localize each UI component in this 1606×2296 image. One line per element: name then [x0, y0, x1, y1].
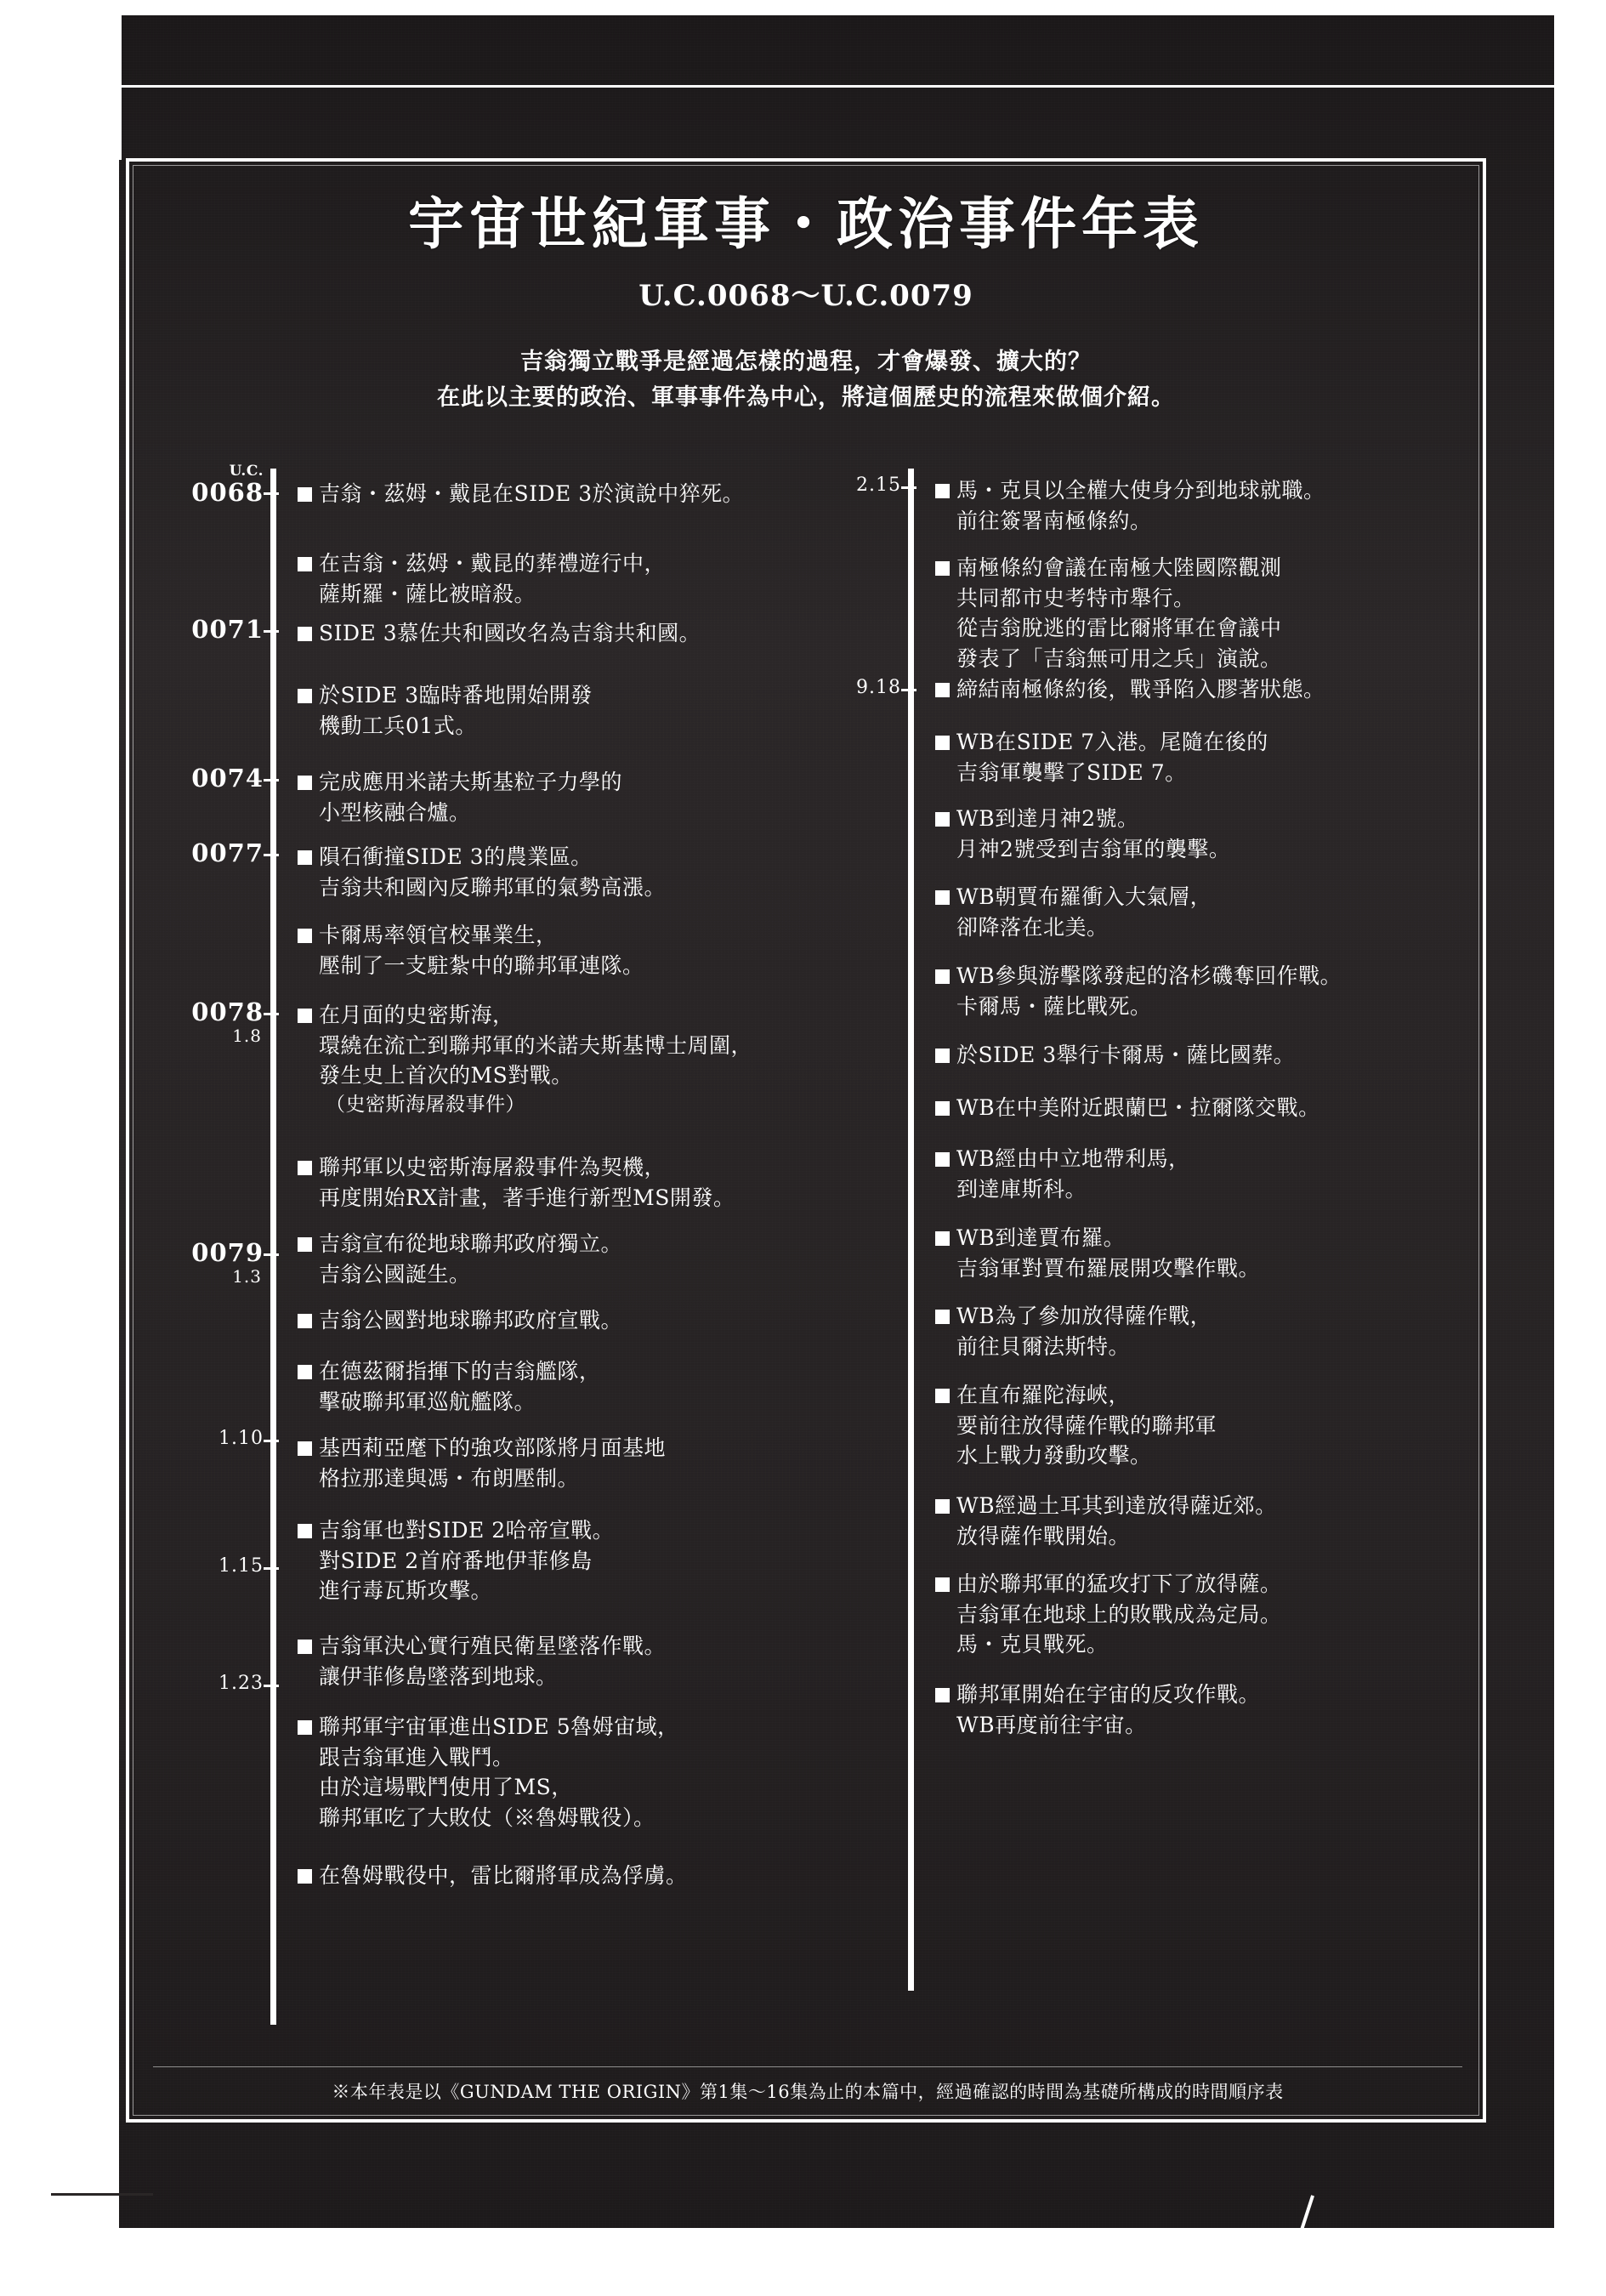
timeline-event [298, 680, 791, 741]
timeline-event [298, 1861, 791, 1891]
year-label-0071 [179, 617, 264, 644]
right-margin [1557, 0, 1606, 2296]
timeline-event [298, 1631, 791, 1691]
timeline-event [298, 920, 791, 980]
event-note: （史密斯海屠殺事件） [326, 1093, 525, 1116]
event-line: 進行毒瓦斯攻擊。 [319, 1578, 493, 1603]
timeline-event [298, 1712, 791, 1833]
timeline-axis-left [270, 469, 276, 2025]
page-intro-line-1: 吉翁獨立戰爭是經過怎樣的過程，才會爆發、擴大的？ [520, 349, 1092, 375]
event-line: 吉翁宣布從地球聯邦政府獨立。 [319, 1231, 623, 1256]
year-value: 0068 [191, 477, 264, 507]
event-line: 在吉翁・茲姆・戴昆的葬禮遊行中， [319, 551, 667, 576]
event-line: 從吉翁脫逃的雷比爾將軍在會議中 [956, 616, 1282, 640]
timeline-event [935, 1679, 1445, 1740]
bullet-square-icon [935, 969, 950, 984]
year-tick [264, 854, 279, 856]
timeline-event [935, 882, 1445, 942]
bullet-square-icon [298, 1524, 312, 1538]
timeline-event [935, 1144, 1445, 1204]
bullet-square-icon [298, 1161, 312, 1175]
event-line: 於SIDE 3舉行卡爾馬・薩比國葬。 [956, 1043, 1296, 1067]
timeline-event [935, 1093, 1445, 1123]
year-label-0074 [179, 765, 264, 793]
page-title: 宇宙世紀軍事・政治事件年表 [408, 190, 1204, 257]
timeline-event [935, 804, 1445, 864]
event-line: 要前往放得薩作戰的聯邦軍 [956, 1412, 1217, 1438]
event-line: 聯邦軍以史密斯海屠殺事件為契機， [319, 1155, 667, 1179]
event-line: 於SIDE 3臨時番地開始開發 [319, 683, 593, 708]
left-margin [0, 0, 119, 2296]
bullet-square-icon [298, 1869, 312, 1884]
event-line: 在魯姆戰役中，雷比爾將軍成為俘虜。 [319, 1863, 688, 1888]
event-line: 再度開始RX計畫，著手進行新型MS開發。 [319, 1185, 735, 1210]
bullet-square-icon [935, 1231, 950, 1246]
date-tick [901, 689, 916, 691]
timeline-event [298, 1152, 791, 1213]
event-line: 吉翁軍對賈布羅展開攻擊作戰。 [956, 1255, 1261, 1281]
footnote-text: ※本年表是以《GUNDAM THE ORIGIN》第1集～16集為止的本篇中，經過確認的時間為基礎所構成的時間順序表 [332, 2082, 1284, 2102]
event-line: 吉翁軍也對SIDE 2哈帝宣戰。 [319, 1518, 615, 1543]
event-line: WB經由中立地帶利馬， [956, 1146, 1190, 1171]
event-line: 吉翁公國誕生。 [319, 1261, 471, 1287]
timeline-column-right [833, 463, 1445, 2062]
year-label-0078 [179, 999, 264, 1045]
year-tick [264, 630, 279, 633]
event-line: 跟吉翁軍進入戰鬥。 [319, 1744, 514, 1770]
event-line: 讓伊菲修島墜落到地球。 [319, 1663, 558, 1689]
bullet-square-icon [935, 484, 950, 498]
timeline-event [298, 1515, 791, 1606]
bullet-square-icon [935, 736, 950, 750]
event-line: 吉翁軍在地球上的敗戰成為定局。 [956, 1601, 1282, 1627]
bullet-square-icon [935, 561, 950, 576]
event-line: 卻降落在北美。 [956, 914, 1109, 940]
event-line: 發表了「吉翁無可用之兵」演說。 [956, 645, 1282, 671]
timeline-event [935, 1301, 1445, 1361]
decorative-rule-horizontal [119, 85, 1557, 88]
date-tick [264, 1567, 279, 1570]
timeline-event [935, 553, 1445, 673]
event-line: 締結南極條約後，戰爭陷入膠著狀態。 [956, 677, 1325, 702]
year-sub-date: 1.3 [232, 1265, 262, 1287]
event-line: 環繞在流亡到聯邦軍的米諾夫斯基博士周圍， [319, 1032, 753, 1058]
event-line: 在月面的史密斯海， [319, 1003, 514, 1027]
year-label-0068 [179, 463, 264, 507]
event-line: 吉翁・茲姆・戴昆在SIDE 3於演說中猝死。 [319, 481, 745, 506]
event-line: 在德茲爾指揮下的吉翁艦隊， [319, 1359, 601, 1384]
event-line: 由於這場戰鬥使用了MS， [319, 1775, 573, 1799]
bullet-square-icon [298, 1237, 312, 1252]
event-line: 馬・克貝以全權大使身分到地球就職。 [956, 478, 1325, 503]
event-line: 前往貝爾法斯特。 [956, 1333, 1131, 1359]
date-label-1-23: 1.23 [218, 1673, 264, 1694]
event-line: 前往簽署南極條約。 [956, 508, 1152, 533]
timeline-event [935, 727, 1445, 787]
timeline-event [298, 479, 791, 509]
uc-prefix: U.C. [229, 463, 264, 480]
page-intro-line-2: 在此以主要的政治、軍事事件為中心，將這個歷史的流程來做個介紹。 [437, 384, 1175, 411]
bullet-square-icon [298, 1640, 312, 1654]
bullet-square-icon [298, 776, 312, 790]
event-line: 機動工兵01式。 [319, 713, 477, 738]
bullet-square-icon [935, 1049, 950, 1063]
timeline-columns [153, 463, 1467, 2062]
page-subtitle: U.C.0068～U.C.0079 [638, 279, 973, 313]
event-line: 完成應用米諾夫斯基粒子力學的 [319, 770, 623, 794]
bullet-square-icon [298, 627, 312, 641]
bullet-square-icon [298, 689, 312, 703]
event-line: 卡爾馬・薩比戰死。 [956, 993, 1152, 1019]
bullet-square-icon [935, 1577, 950, 1592]
event-line: 對SIDE 2首府番地伊菲修島 [319, 1548, 593, 1573]
year-label-0077 [179, 840, 264, 867]
timeline-event [935, 1569, 1445, 1660]
timeline-event [935, 674, 1445, 705]
event-line: 到達庫斯科。 [956, 1176, 1087, 1202]
bullet-square-icon [298, 850, 312, 865]
timeline-event [298, 767, 791, 827]
date-tick [264, 1685, 279, 1687]
event-line: WB在中美附近跟蘭巴・拉爾隊交戰。 [956, 1095, 1320, 1120]
timeline-event [298, 1433, 791, 1493]
event-line: 共同都市史考特市舉行。 [956, 585, 1195, 611]
timeline-event [298, 1229, 791, 1289]
bullet-square-icon [298, 1365, 312, 1379]
page-number: 062 [1419, 2227, 1540, 2289]
page-intro [126, 344, 1486, 416]
bottom-margin [0, 2228, 1606, 2296]
event-line: 聯邦軍吃了大敗仗（※魯姆戰役）。 [319, 1804, 655, 1830]
event-line: WB再度前往宇宙。 [956, 1712, 1147, 1737]
year-value: 0074 [191, 764, 264, 793]
timeline-event [935, 961, 1445, 1021]
bullet-square-icon [298, 929, 312, 943]
event-line: 吉翁軍決心實行殖民衛星墜落作戰。 [319, 1634, 667, 1658]
event-line: SIDE 3慕佐共和國改名為吉翁共和國。 [319, 621, 701, 645]
event-line: 吉翁共和國內反聯邦軍的氣勢高漲。 [319, 874, 667, 900]
bullet-square-icon [935, 1152, 950, 1167]
timeline-event [935, 1491, 1445, 1551]
year-tick [264, 492, 279, 495]
footnote-divider [153, 2066, 1462, 2067]
timeline-event [935, 475, 1445, 536]
bullet-square-icon [298, 557, 312, 571]
timeline-event [298, 842, 791, 902]
year-tick [264, 1013, 279, 1015]
year-value: 0078 [191, 997, 264, 1026]
date-label-9-18: 9.18 [856, 677, 901, 698]
timeline-event [298, 548, 791, 609]
event-line: 聯邦軍宇宙軍進出SIDE 5魯姆宙域， [319, 1714, 679, 1739]
bullet-square-icon [298, 1720, 312, 1735]
year-tick [264, 1253, 279, 1256]
event-line: 發生史上首次的MS對戰。 [319, 1063, 573, 1088]
year-tick [264, 779, 279, 781]
bullet-square-icon [935, 890, 950, 905]
timeline-event [298, 1305, 791, 1336]
year-value: 0079 [191, 1238, 264, 1267]
event-line: 擊破聯邦軍巡航艦隊。 [319, 1389, 536, 1414]
bullet-square-icon [935, 683, 950, 697]
event-line: 薩斯羅・薩比被暗殺。 [319, 581, 536, 606]
event-line: WB參與游擊隊發起的洛杉磯奪回作戰。 [956, 963, 1342, 988]
bullet-square-icon [935, 812, 950, 827]
year-sub-date: 1.8 [232, 1025, 262, 1046]
event-line: WB經過土耳其到達放得薩近郊。 [956, 1493, 1277, 1518]
top-margin [0, 0, 1606, 15]
bullet-square-icon [298, 1314, 312, 1328]
timeline-event [935, 1040, 1445, 1071]
date-label-2-15: 2.15 [856, 475, 901, 496]
date-tick [264, 1440, 279, 1442]
year-value: 0077 [191, 838, 264, 867]
bullet-square-icon [298, 1441, 312, 1456]
decorative-rule-vertical [119, 15, 122, 160]
bullet-square-icon [935, 1310, 950, 1324]
event-line: 基西莉亞麾下的強攻部隊將月面基地 [319, 1435, 667, 1460]
timeline-event [298, 1000, 791, 1118]
decorative-rule-bottom-left [51, 2193, 153, 2196]
timeline-column-left [179, 463, 791, 2062]
date-tick [901, 486, 916, 489]
event-line: 放得薩作戰開始。 [956, 1523, 1131, 1549]
event-line: WB到達月神2號。 [956, 806, 1139, 831]
event-line: 小型核融合爐。 [319, 799, 471, 825]
date-label-1-15: 1.15 [218, 1555, 264, 1577]
bullet-square-icon [935, 1389, 950, 1403]
bullet-square-icon [935, 1499, 950, 1514]
bullet-square-icon [935, 1688, 950, 1702]
bullet-square-icon [935, 1101, 950, 1116]
timeline-axis-right [908, 469, 914, 1991]
bullet-square-icon [298, 1009, 312, 1023]
event-line: 馬・克貝戰死。 [956, 1632, 1109, 1657]
event-line: WB在SIDE 7入港。尾隨在後的 [956, 730, 1268, 754]
event-line: 聯邦軍開始在宇宙的反攻作戰。 [956, 1682, 1261, 1707]
timeline-event [935, 1380, 1445, 1471]
timeline-event [935, 1223, 1445, 1283]
event-line: 壓制了一支駐紮中的聯邦軍連隊。 [319, 952, 644, 978]
event-line: 月神2號受到吉翁軍的襲擊。 [956, 836, 1231, 861]
event-line: 吉翁公國對地球聯邦政府宣戰。 [319, 1308, 623, 1333]
event-line: 隕石衝撞SIDE 3的農業區。 [319, 844, 593, 869]
timeline-event [298, 1356, 791, 1417]
year-value: 0071 [191, 615, 264, 644]
date-label-1-10: 1.10 [218, 1428, 264, 1449]
timeline-event [298, 618, 791, 649]
bullet-square-icon [298, 487, 312, 502]
event-line: 水上戰力發動攻擊。 [956, 1443, 1152, 1468]
event-line: WB到達賈布羅。 [956, 1225, 1126, 1250]
event-line: 卡爾馬率領官校畢業生， [319, 923, 558, 947]
event-line: 格拉那達與馮・布朗壓制。 [319, 1465, 580, 1491]
event-line: 吉翁軍襲擊了SIDE 7。 [956, 759, 1187, 785]
event-line: 由於聯邦軍的猛攻打下了放得薩。 [956, 1571, 1282, 1596]
event-line: 南極條約會議在南極大陸國際觀測 [956, 555, 1282, 580]
event-line: 在直布羅陀海峽， [956, 1383, 1131, 1407]
event-line: WB為了參加放得薩作戰， [956, 1304, 1212, 1328]
event-line: WB朝賈布羅衝入大氣層， [956, 884, 1212, 909]
year-label-0079 [179, 1240, 264, 1286]
